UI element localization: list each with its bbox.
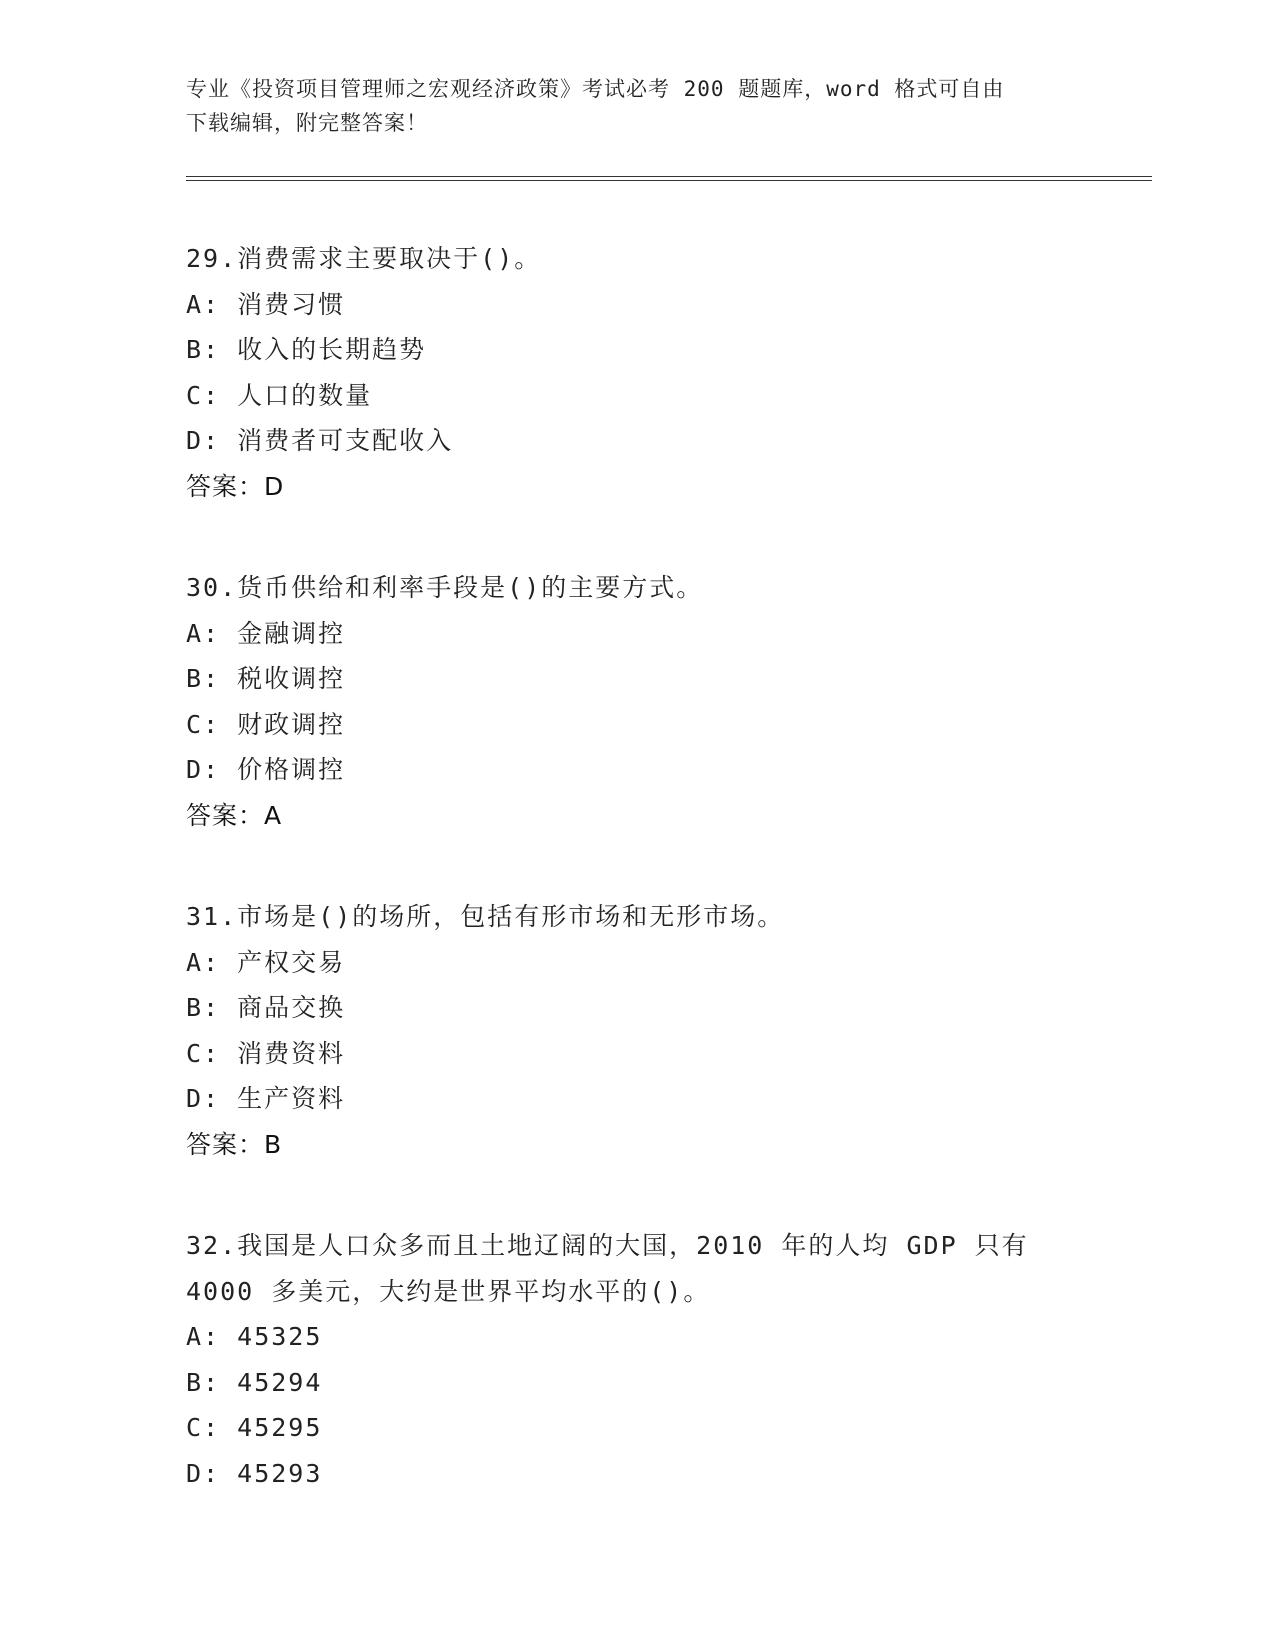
answer-label: 答案：D <box>186 471 285 501</box>
option-d: D: 45293 <box>186 1458 323 1488</box>
question-31 <box>186 894 1152 1167</box>
question-stem-line-1: 32.我国是人口众多而且土地辽阔的大国，2010 年的人均 GDP 只有 <box>186 1231 1029 1260</box>
header-divider <box>186 176 1152 181</box>
option-b: B: 收入的长期趋势 <box>186 335 427 364</box>
option-c: C: 45295 <box>186 1413 323 1442</box>
option-a: A: 45325 <box>186 1322 323 1351</box>
question-30 <box>186 565 1152 838</box>
option-d: D: 消费者可支配收入 <box>186 426 454 455</box>
option-d: D: 生产资料 <box>186 1084 346 1113</box>
header-line-1: 专业《投资项目管理师之宏观经济政策》考试必考 200 题题库，word 格式可自由 <box>186 77 1005 101</box>
option-c: C: 人口的数量 <box>186 380 373 410</box>
header-line-2: 下载编辑，附完整答案！ <box>186 111 428 135</box>
question-stem-line-2: 4000 多美元，大约是世界平均水平的()。 <box>186 1276 711 1306</box>
option-b: B: 商品交换 <box>186 993 346 1022</box>
option-c: C: 消费资料 <box>186 1038 346 1068</box>
option-b: B: 45294 <box>186 1367 323 1397</box>
question-stem: 30.货币供给和利率手段是()的主要方式。 <box>186 573 704 602</box>
option-a: A: 金融调控 <box>186 618 346 648</box>
option-a: A: 产权交易 <box>186 947 346 977</box>
question-32 <box>186 1223 1152 1496</box>
question-29 <box>186 236 1152 509</box>
option-d: D: 价格调控 <box>186 755 346 784</box>
question-stem: 31.市场是()的场所，包括有形市场和无形市场。 <box>186 902 785 931</box>
option-b: B: 税收调控 <box>186 664 346 693</box>
document-header <box>186 72 1086 140</box>
answer-label: 答案：B <box>186 1129 283 1159</box>
option-c: C: 财政调控 <box>186 709 346 739</box>
question-list <box>186 236 1152 1552</box>
answer-label: 答案：A <box>186 800 283 830</box>
option-a: A: 消费习惯 <box>186 289 346 319</box>
question-stem: 29.消费需求主要取决于()。 <box>186 244 542 273</box>
